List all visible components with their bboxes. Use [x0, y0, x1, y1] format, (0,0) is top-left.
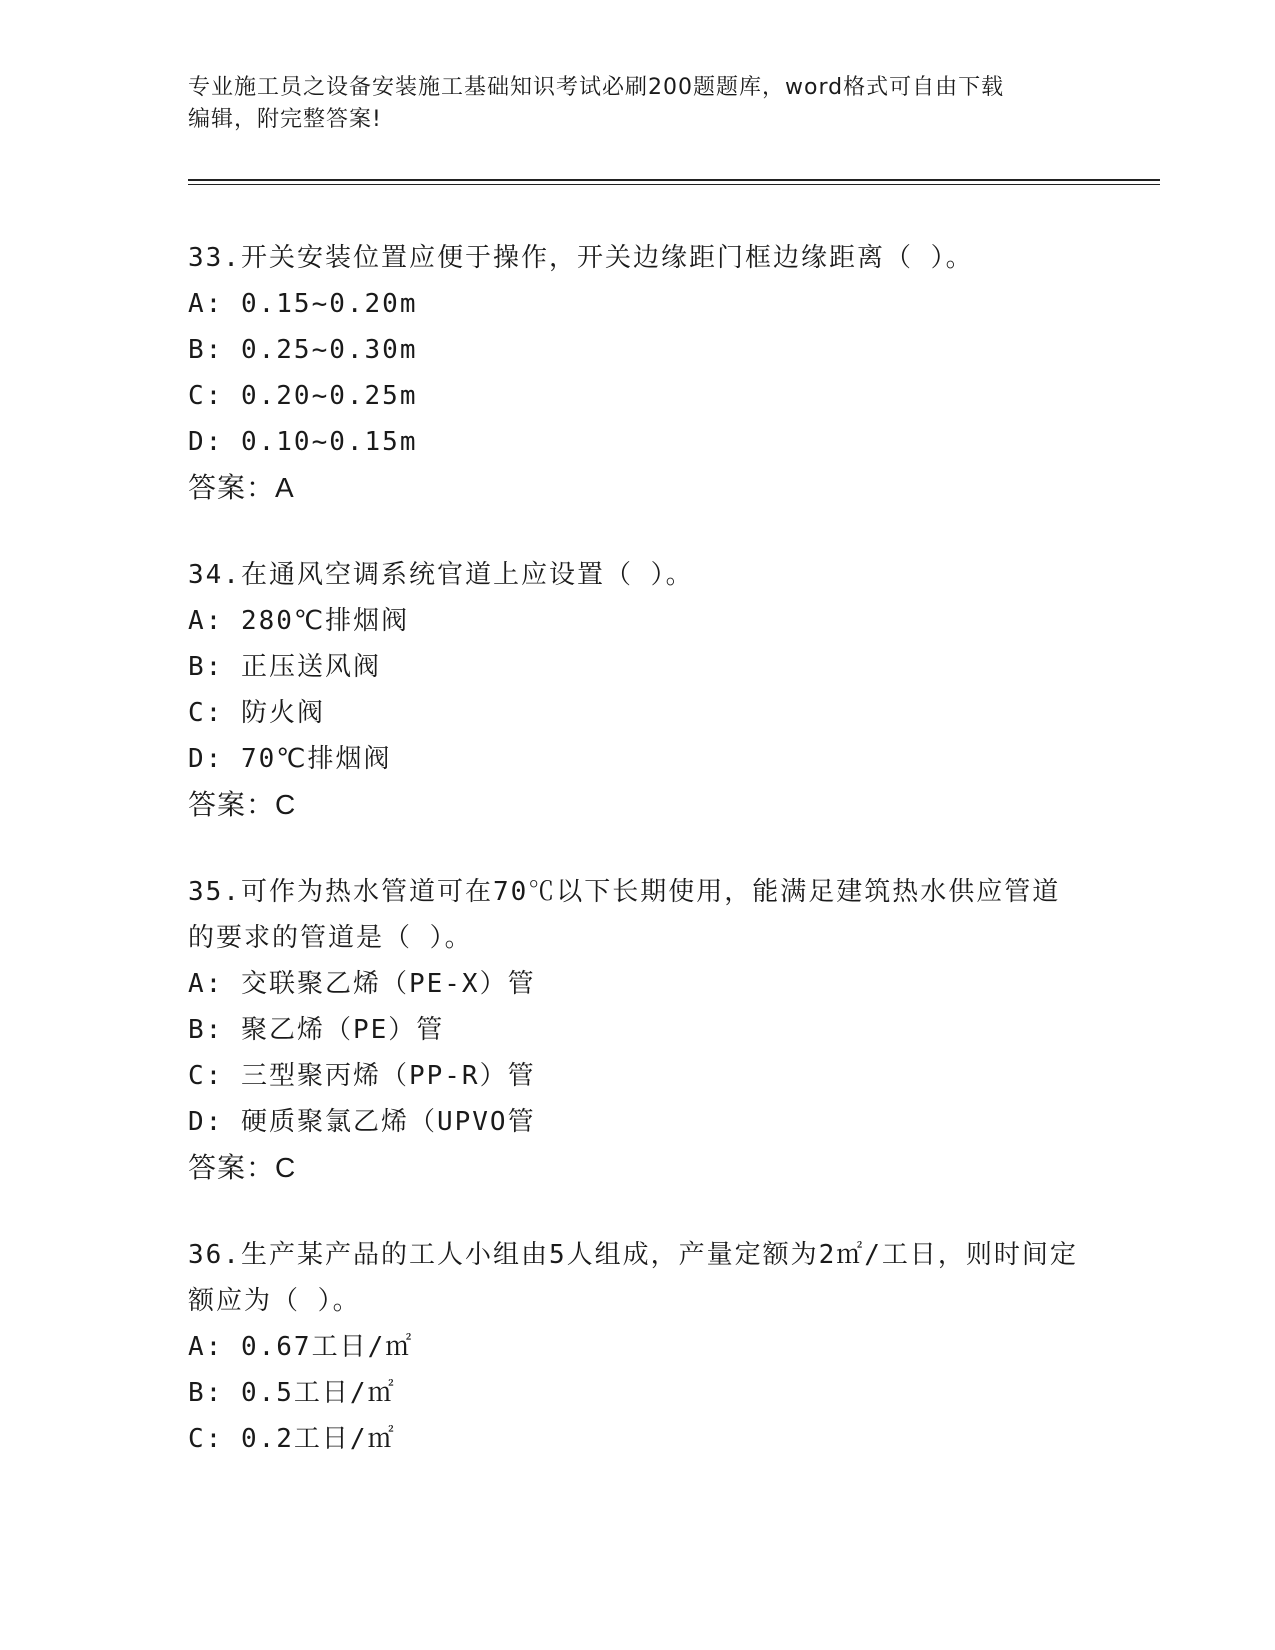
answer: 答案：A — [188, 472, 295, 503]
document-header — [188, 72, 1088, 136]
question-33 — [188, 235, 1088, 511]
answer: 答案：C — [188, 789, 297, 820]
question-stem: 36.生产某产品的工人小组由5人组成，产量定额为2㎡/工日，则时间定额应为（ ）。 — [188, 1240, 1078, 1316]
option-a: A: 280℃排烟阀 — [188, 606, 410, 636]
question-stem: 35.可作为热水管道可在70℃以下长期使用，能满足建筑热水供应管道的要求的管道是（ ）。 — [188, 877, 1061, 953]
header-line-2: 编辑，附完整答案! — [188, 107, 382, 132]
question-34 — [188, 552, 1088, 828]
header-divider-thin — [188, 184, 1160, 185]
header-line-1: 专业施工员之设备安装施工基础知识考试必刷200题题库，word格式可自由下载 — [188, 75, 1005, 100]
question-36 — [188, 1232, 1088, 1462]
question-stem: 34.在通风空调系统官道上应设置（ ）。 — [188, 560, 694, 590]
question-list — [188, 235, 1088, 1503]
option-a: A: 0.67工日/㎡ — [188, 1332, 414, 1362]
option-b: B: 聚乙烯（PE）管 — [188, 1015, 445, 1045]
header-divider — [188, 179, 1160, 181]
option-d: D: 0.10~0.15m — [188, 427, 418, 457]
question-stem: 33.开关安装位置应便于操作，开关边缘距门框边缘距离（ ）。 — [188, 243, 974, 273]
option-c: C: 防火阀 — [188, 698, 325, 728]
option-c: C: 三型聚丙烯（PP-R）管 — [188, 1061, 536, 1091]
option-d: D: 70℃排烟阀 — [188, 744, 392, 774]
option-d: D: 硬质聚氯乙烯（UPVO管 — [188, 1107, 536, 1137]
option-a: A: 0.15~0.20m — [188, 289, 418, 319]
option-b: B: 正压送风阀 — [188, 652, 381, 682]
answer: 答案：C — [188, 1152, 297, 1183]
option-a: A: 交联聚乙烯（PE-X）管 — [188, 969, 536, 999]
option-b: B: 0.25~0.30m — [188, 335, 418, 365]
question-35 — [188, 869, 1088, 1191]
option-c: C: 0.20~0.25m — [188, 381, 418, 411]
option-b: B: 0.5工日/㎡ — [188, 1378, 396, 1408]
option-c: C: 0.2工日/㎡ — [188, 1424, 396, 1454]
